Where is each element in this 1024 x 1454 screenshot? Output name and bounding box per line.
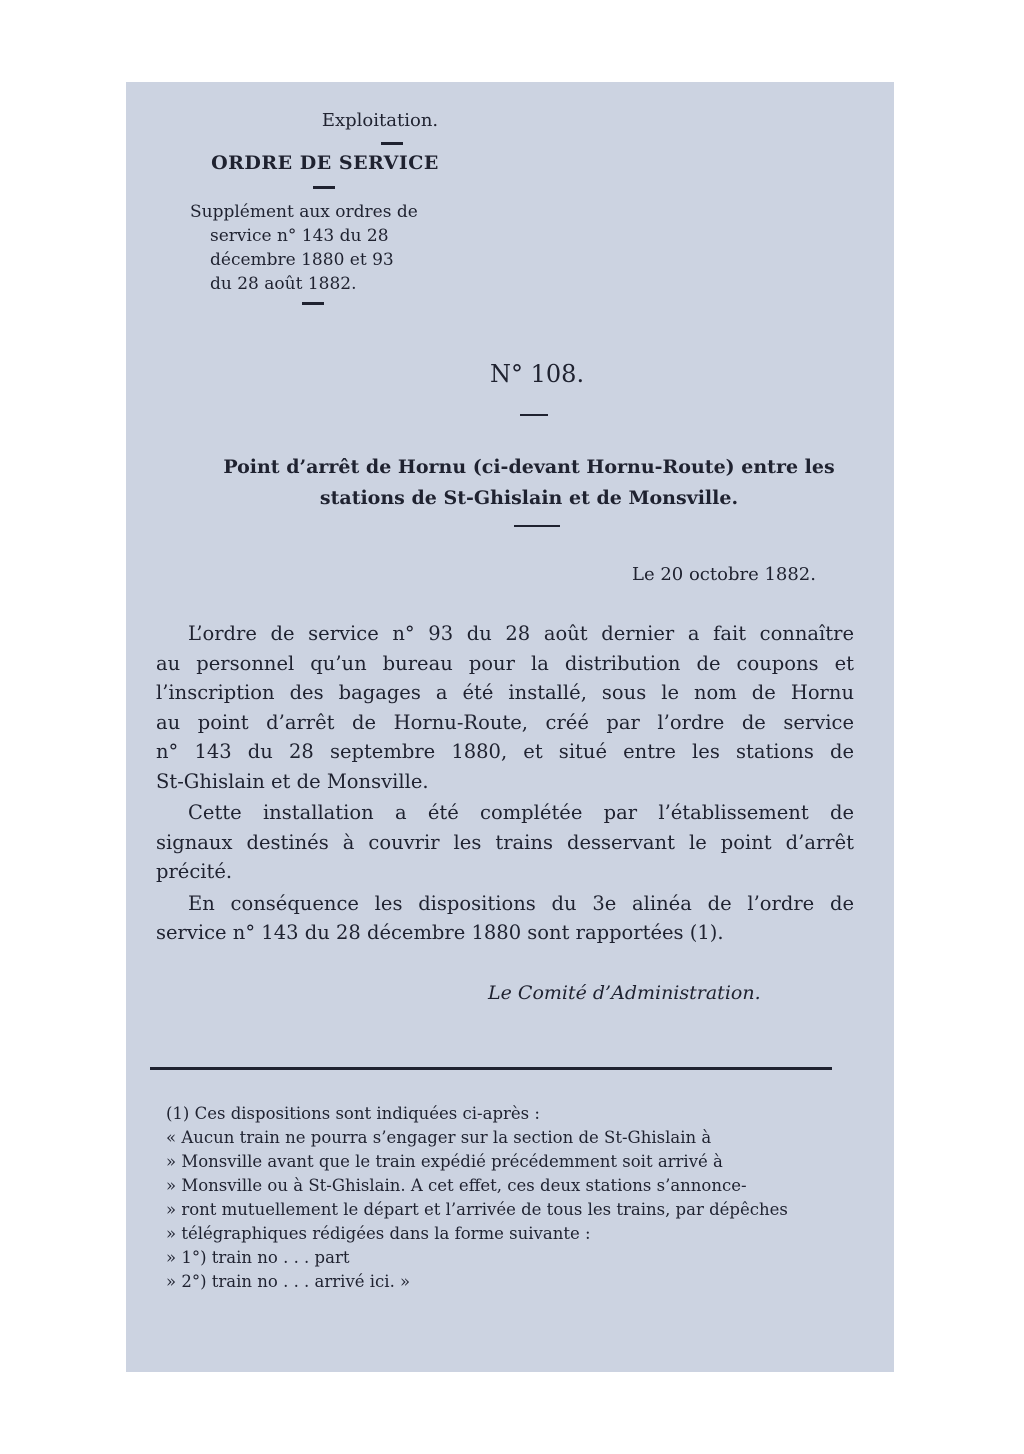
- order-subject: [186, 452, 872, 514]
- section-heading: Exploitation.: [321, 110, 439, 131]
- supplement-line: Supplément aux ordres de: [190, 202, 418, 222]
- footnote-line: » ront mutuellement le départ et l’arrivée de tous les trains, par dépêches: [166, 1200, 788, 1219]
- divider-dash: [381, 142, 403, 145]
- body-line: au personnel qu’un bureau pour la distribution de coupons et: [156, 651, 854, 675]
- order-number: N° 108.: [490, 360, 585, 388]
- order-body: [156, 619, 854, 950]
- footnote-rule: [150, 1067, 832, 1070]
- body-line: service n° 143 du 28 décembre 1880 sont rapportées (1).: [156, 921, 724, 944]
- body-line: St-Ghislain et de Monsville.: [156, 769, 429, 793]
- footnote-line: » Monsville ou à St-Ghislain. A cet effet, ces deux stations s’annonce-: [166, 1176, 747, 1195]
- body-line: l’inscription des bagages a été installé, sous le nom de Hornu: [156, 681, 854, 704]
- footnote: [166, 1102, 836, 1294]
- divider-dash: [302, 302, 324, 305]
- body-line: En conséquence les dispositions du 3e alinéa de l’ordre de: [188, 891, 854, 915]
- body-paragraph: [156, 889, 854, 948]
- footnote-line: » télégraphiques rédigées dans la forme suivante :: [166, 1224, 591, 1243]
- supplement-line: du 28 août 1882.: [210, 274, 357, 294]
- footnote-intro: (1) Ces dispositions sont indiquées ci-après :: [166, 1104, 540, 1123]
- supplement-line: décembre 1880 et 93: [210, 250, 394, 270]
- subject-line: Point d’arrêt de Hornu (ci-devant Hornu-Route) entre les: [223, 456, 835, 478]
- order-date: Le 20 octobre 1882.: [632, 564, 816, 585]
- footnote-line: » 1°) train no . . . part: [166, 1248, 350, 1267]
- divider-dash: [313, 186, 335, 189]
- supplement-line: service n° 143 du 28: [210, 226, 389, 246]
- divider-dash: [514, 525, 560, 527]
- body-line: L’ordre de service n° 93 du 28 août dernier a fait connaître: [188, 622, 854, 645]
- footnote-line: » Monsville avant que le train expédié précédemment soit arrivé à: [166, 1152, 723, 1171]
- scanned-page: [126, 82, 894, 1372]
- body-line: n° 143 du 28 septembre 1880, et situé entre les stations de: [156, 740, 854, 763]
- footnote-line: » 2°) train no . . . arrivé ici. »: [166, 1272, 411, 1291]
- divider-dash: [520, 414, 548, 416]
- signature: Le Comité d’Administration.: [488, 982, 761, 1004]
- body-line: signaux destinés à couvrir les trains desservant le point d’arrêt: [156, 830, 854, 854]
- body-line: Cette installation a été complétée par l’établissement de: [188, 801, 854, 824]
- body-paragraph: [156, 619, 854, 796]
- supplement-note: [190, 200, 442, 296]
- body-line: précité.: [156, 860, 233, 883]
- body-paragraph: [156, 798, 854, 887]
- body-line: au point d’arrêt de Hornu-Route, créé par l’ordre de service: [156, 710, 854, 734]
- order-heading: ORDRE DE SERVICE: [211, 152, 439, 174]
- footnote-line: « Aucun train ne pourra s’engager sur la section de St-Ghislain à: [166, 1128, 712, 1147]
- subject-line: stations de St-Ghislain et de Monsville.: [319, 487, 739, 509]
